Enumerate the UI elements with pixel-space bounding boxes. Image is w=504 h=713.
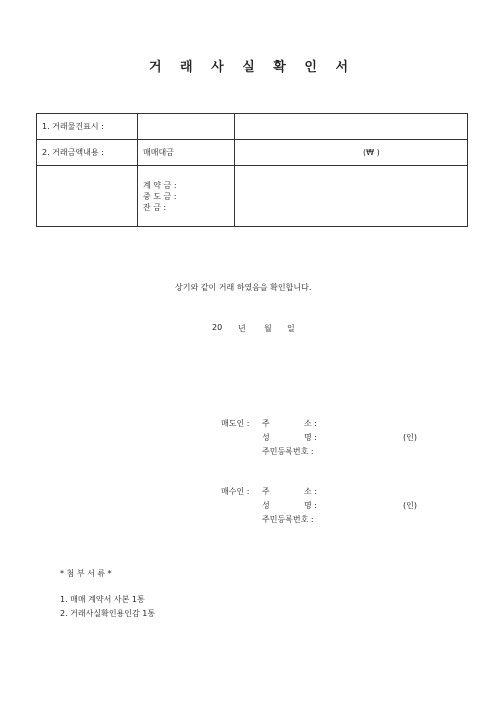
- date-year: 20: [212, 323, 223, 332]
- seller-address-label-2: 소 :: [304, 419, 317, 428]
- payment-balance: 잔 금 :: [143, 202, 167, 212]
- seller-name-label: 성: [262, 433, 270, 442]
- payment-interim: 중 도 금 :: [143, 191, 177, 201]
- seller-address-label: 주: [262, 419, 270, 428]
- amount-currency: (₩ ): [363, 148, 380, 157]
- buyer-id-label: 주민등록번호 :: [262, 515, 314, 524]
- table-row: [37, 114, 468, 140]
- empty-cell: [37, 166, 138, 227]
- amount-label: 2. 거래금액내용 :: [37, 140, 138, 166]
- amount-type: 매매대금: [138, 140, 235, 166]
- buyer-address-label-2: 소 :: [304, 487, 317, 496]
- amount-currency-cell: [235, 140, 468, 166]
- date-month-label: 월: [264, 324, 272, 333]
- seller-role: 매도인 :: [221, 419, 250, 428]
- buyer-name-label: 성: [262, 501, 270, 510]
- buyer-role: 매수인 :: [221, 487, 250, 496]
- attachment-item: 1. 매매 계약서 사본 1통: [60, 595, 145, 604]
- buyer-address-label: 주: [262, 487, 270, 496]
- transaction-table: [36, 113, 468, 227]
- seller-id-label: 주민등록번호 :: [262, 447, 314, 456]
- date-year-label: 년: [238, 324, 246, 333]
- table-row: [37, 140, 468, 166]
- buyer-seal: (인): [403, 501, 417, 510]
- attachment-item: 2. 거래사실확인용인감 1통: [60, 609, 156, 618]
- attachments-heading: * 첨 부 서 류 *: [60, 569, 112, 578]
- item-value-cell: [138, 114, 235, 140]
- buyer-name-label-2: 명 :: [304, 501, 317, 510]
- confirm-text: 상기와 같이 거래 하였음을 확인합니다.: [175, 283, 312, 292]
- seller-name-label-2: 명 :: [304, 433, 317, 442]
- document-title: 거 래 사 실 확 인 서: [148, 60, 356, 75]
- item-detail-cell: [235, 114, 468, 140]
- item-label: 1. 거래물건표시 :: [37, 114, 138, 140]
- payment-list: [138, 166, 235, 227]
- table-row: [37, 166, 468, 227]
- seller-seal: (인): [403, 433, 417, 442]
- payment-deposit: 계 약 금 :: [143, 180, 177, 190]
- date-day-label: 일: [287, 324, 295, 333]
- payment-detail-cell: [235, 166, 468, 227]
